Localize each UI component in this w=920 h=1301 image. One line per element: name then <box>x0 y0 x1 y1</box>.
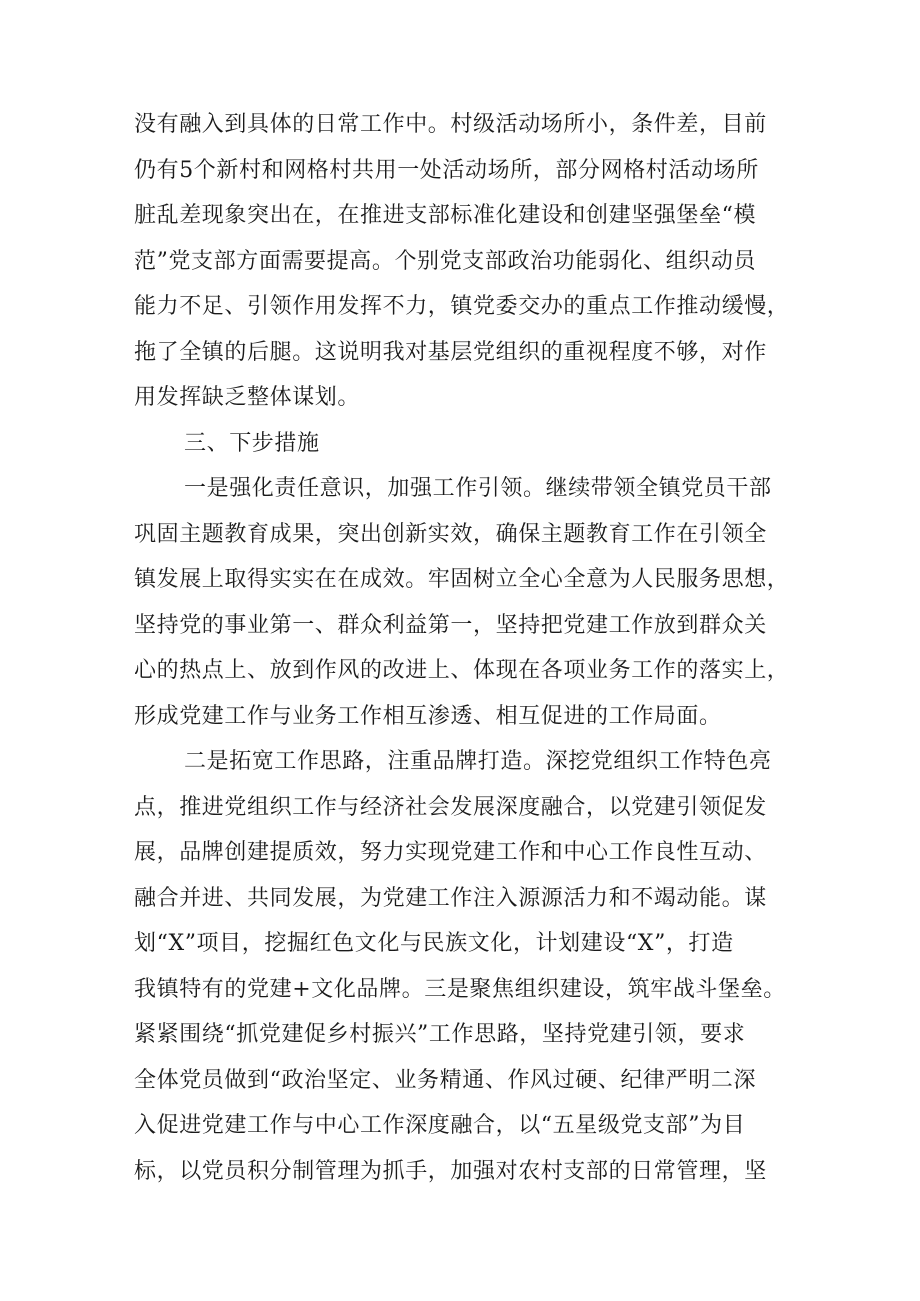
text-line: 展，品牌创建提质效，努力实现党建工作和中心工作良性互动、 <box>134 840 767 865</box>
text-line: 形成党建工作与业务工作相互渗透、相互促进的工作局面。 <box>134 703 722 729</box>
text-line: 划“X”项目，挖掘红色文化与民族文化，计划建设“X”，打造 <box>134 931 734 956</box>
text-line: 拖了全镇的后腿。这说明我对基层党组织的重视程度不够，对作 <box>134 339 767 365</box>
text-line: 没有融入到具体的日常工作中。村级活动场所小，条件差，目前 <box>134 112 767 137</box>
text-line: 仍有5个新村和网格村共用一处活动场所，部分网格村活动场所 <box>134 157 759 183</box>
text-line: 入促进党建工作与中心工作深度融合，以“五星级党支部”为目 <box>134 1113 746 1138</box>
text-line: 巩固主题教育成果，突出创新实效，确保主题教育工作在引领全 <box>134 521 767 547</box>
text-line: 脏乱差现象突出在，在推进支部标准化建设和创建坚强堡垒“模 <box>134 203 757 228</box>
text-line: 心的热点上、放到作风的改进上、体现在各项业务工作的落实上， <box>134 658 790 683</box>
text-line: 标，以党员积分制管理为抓手，加强对农村支部的日常管理，坚 <box>134 1158 767 1184</box>
text-line: 点，推进党组织工作与经济社会发展深度融合，以党建引领促发 <box>134 794 767 820</box>
text-line: 紧紧围绕“抓党建促乡村振兴”工作思路，坚持党建引领，要求 <box>134 1022 746 1047</box>
paragraph-start-line: 一是强化责任意识，加强工作引领。继续带领全镇党员干部 <box>184 476 772 501</box>
text-line: 我镇特有的党建+文化品牌。三是聚焦组织建设，筑牢战斗堡垒。 <box>134 976 786 1002</box>
body-text <box>134 102 804 1194</box>
text-line: 坚持党的事业第一、群众利益第一，坚持把党建工作放到群众关 <box>134 612 767 638</box>
paragraph-start-line: 二是拓宽工作思路，注重品牌打造。深挖党组织工作特色亮 <box>184 749 772 774</box>
text-line: 范”党支部方面需要提高。个别党支部政治功能弱化、组织动员 <box>134 248 757 274</box>
text-line: 融合并进、共同发展，为党建工作注入源源活力和不竭动能。谋 <box>134 885 767 911</box>
paragraph-start-line: 三、下步措施 <box>184 430 320 456</box>
text-line: 全体党员做到“政治坚定、业务精通、作风过硬、纪律严明二深 <box>134 1067 757 1093</box>
text-line: 能力不足、引领作用发挥不力，镇党委交办的重点工作推动缓慢， <box>134 294 790 319</box>
text-line: 镇发展上取得实实在在成效。牢固树立全心全意为人民服务思想， <box>134 567 790 592</box>
text-line: 用发挥缺乏整体谋划。 <box>134 385 361 410</box>
